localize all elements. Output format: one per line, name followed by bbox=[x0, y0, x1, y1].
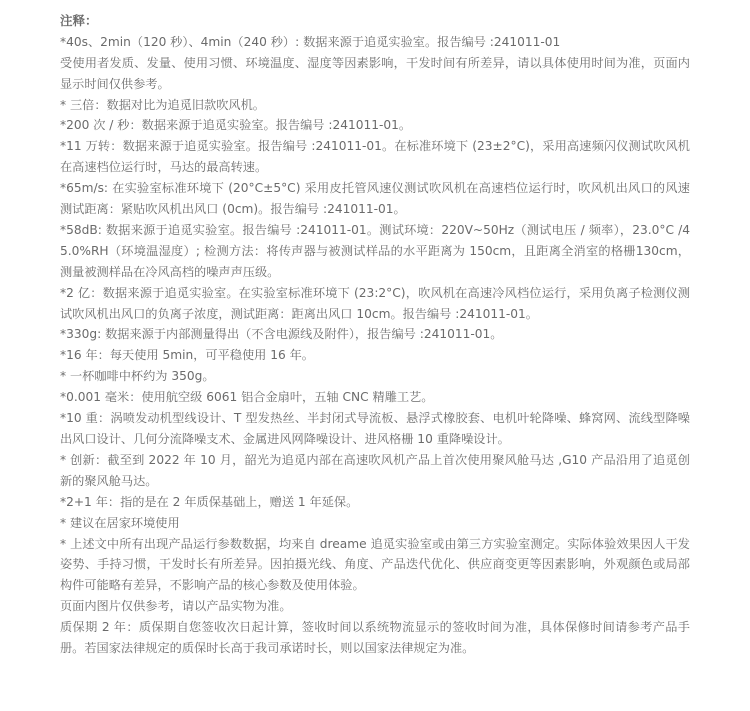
note-item: 受使用者发质、发量、使用习惯、环境温度、湿度等因素影响，干发时间有所差异，请以具体使用时间为准，页面内显示时间仅供参考。 bbox=[60, 55, 690, 91]
note-item: * 建议在居家环境使用 bbox=[60, 515, 180, 530]
note-item: * 三倍：数据对比为追觅旧款吹风机。 bbox=[60, 97, 265, 112]
note-item: *2 亿：数据来源于追觅实验室。在实验室标准环境下 (23:2°C)，吹风机在高速冷风档位运行，采用负离子检测仪测试吹风机出风口的负离子浓度，测试距离：距离出风口 10cm。报告编号 :241011-01。 bbox=[60, 285, 690, 321]
note-item: *2+1 年：指的是在 2 年质保基础上，赠送 1 年延保。 bbox=[60, 494, 359, 509]
note-item: *11 万转：数据来源于追觅实验室。报告编号 :241011-01。在标准环境下 (23±2°C)，采用高速频闪仪测试吹风机在高速档位运行时，马达的最高转速。 bbox=[60, 139, 690, 175]
note-item: * 一杯咖啡中杯约为 350g。 bbox=[60, 369, 215, 384]
note-item: *200 次 / 秒：数据来源于追觅实验室。报告编号 :241011-01。 bbox=[60, 118, 412, 133]
note-item: *0.001 毫米：使用航空级 6061 铝合金扇叶，五轴 CNC 精雕工艺。 bbox=[60, 390, 434, 405]
note-item: 页面内图片仅供参考，请以产品实物为准。 bbox=[60, 599, 292, 614]
note-item: *16 年：每天使用 5min，可平稳使用 16 年。 bbox=[60, 348, 314, 363]
notes-title: 注释： bbox=[60, 13, 98, 28]
note-item: *330g: 数据来源于内部测量得出（不含电源线及附件），报告编号 :241011-01。 bbox=[60, 327, 503, 342]
note-item: * 创新：截至到 2022 年 10 月，韶光为追觅内部在高速吹风机产品上首次使用聚风舱马达 ,G10 产品沿用了追觅创新的聚风舱马达。 bbox=[60, 452, 690, 488]
note-item: *65m/s: 在实验室标准环境下 (20°C±5°C) 采用皮托管风速仪测试吹风机在高速档位运行时，吹风机出风口的风速测试距离：紧贴吹风机出风口 (0cm)。报告编号 :241011-01。 bbox=[60, 181, 690, 217]
notes-list bbox=[60, 32, 690, 659]
note-item: 质保期 2 年：质保期自您签收次日起计算，签收时间以系统物流显示的签收时间为准，具体保修时间请参考产品手册。若国家法律规定的质保时长高于我司承诺时长，则以国家法律规定为准。 bbox=[60, 620, 690, 656]
note-item: *10 重：涡喷发动机型线设计、T 型发热丝、半封闭式导流板、悬浮式橡胶套、电机叶轮降噪、蜂窝网、流线型降噪出风口设计、几何分流降噪支术、金属进风网降噪设计、进风格栅 10 重降噪设计。 bbox=[60, 411, 690, 447]
note-item: *58dB: 数据来源于追觅实验室。报告编号 :241011-01。测试环境：220V~50Hz（测试电压 / 频率），23.0°C /45.0%RH（环境温湿度）; 检测方法：将传声器与被测试样品的水平距离为 150cm，且距离全消室的格栅130cm，测量被测样品在冷风高档的噪声声压级。 bbox=[60, 222, 690, 279]
note-item: * 上述文中所有出现产品运行参数数据，均来自 dreame 追觅实验室或由第三方实验室测定。实际体验效果因人干发姿势、手持习惯，干发时长有所差异。因拍摄光线、角度、产品迭代优化、供应商变更等因素影响，外观颜色或局部构件可能略有差异，不影响产品的核心参数及使用体验。 bbox=[60, 536, 690, 593]
note-item: *40s、2min（120 秒）、4min（240 秒）: 数据来源于追觅实验室。报告编号 :241011-01 bbox=[60, 34, 561, 49]
